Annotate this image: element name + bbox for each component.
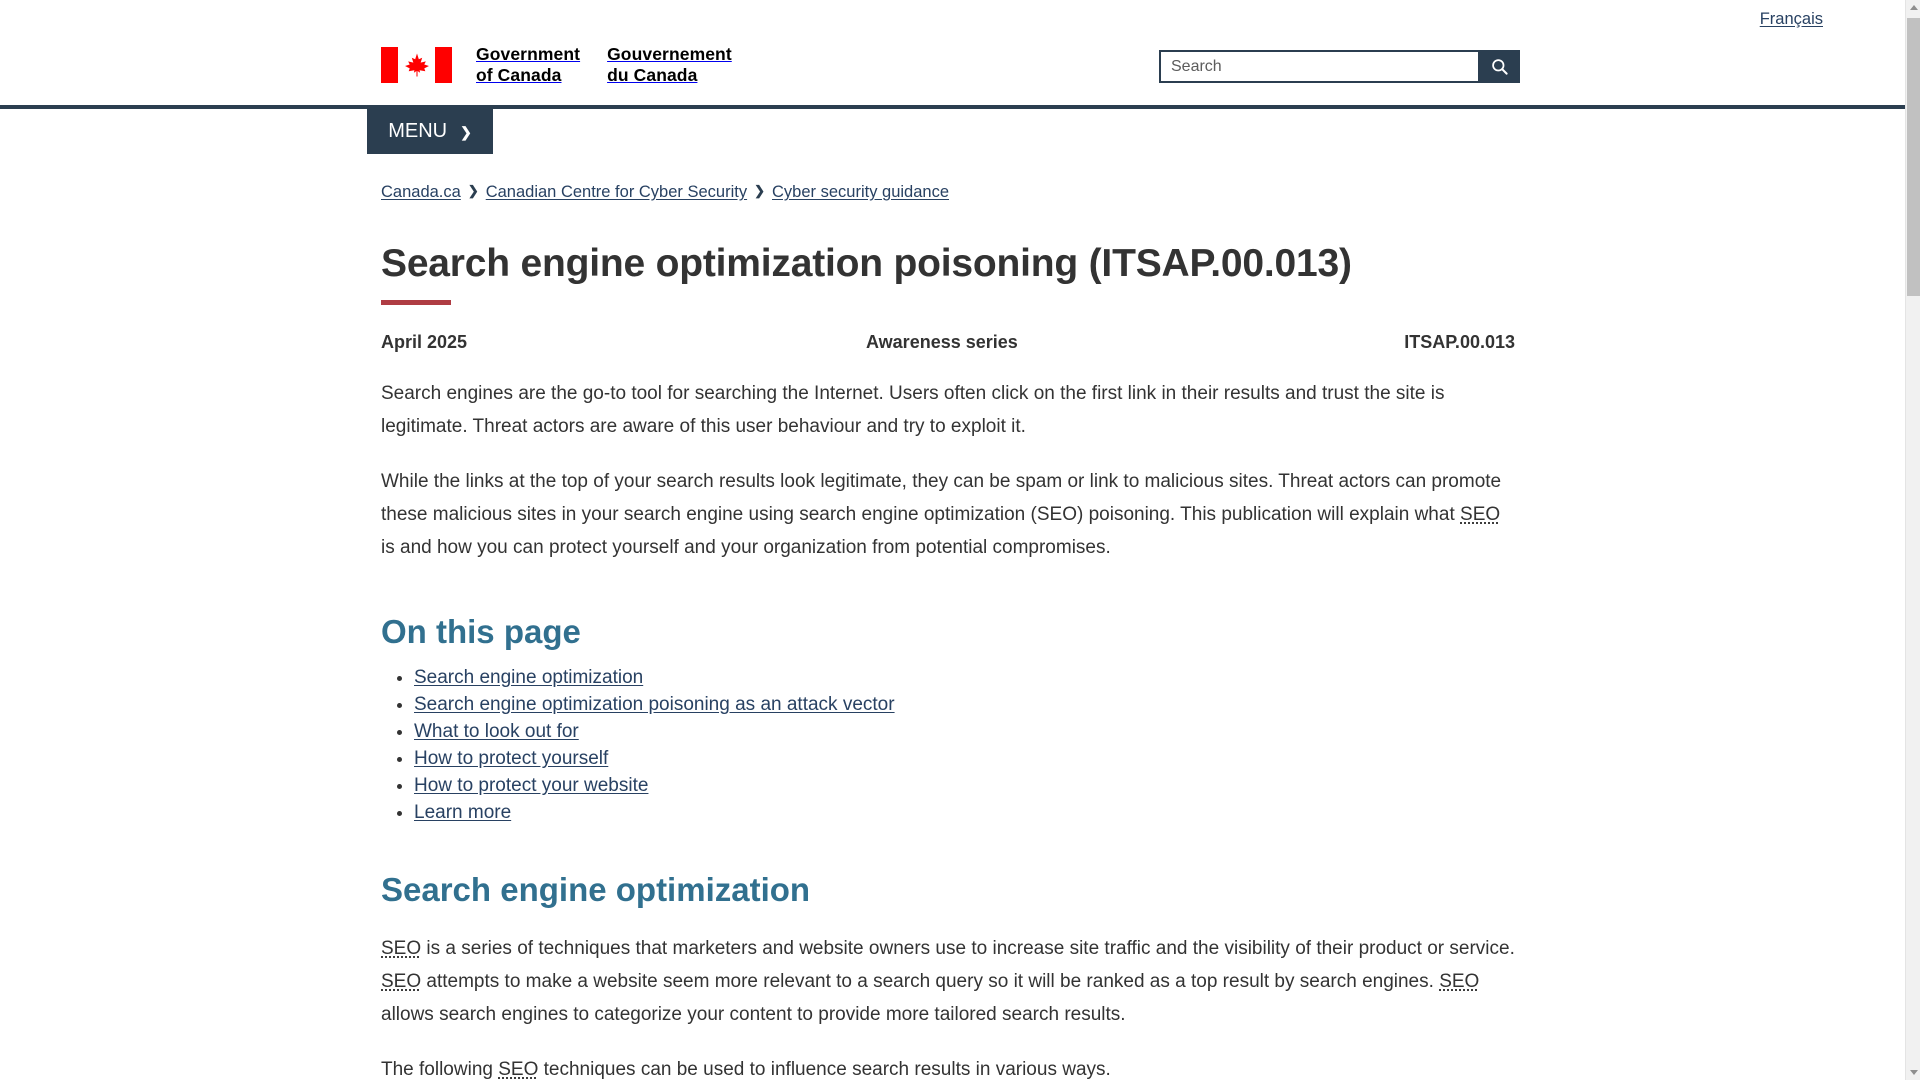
toc-link-seo-poisoning-attack-vector[interactable]: Search engine optimization poisoning as an attack vector xyxy=(414,694,895,715)
abbr-seo: SEO xyxy=(498,1059,539,1080)
metadata-date: April 2025 xyxy=(381,332,468,352)
metadata-doc-id: ITSAP.00.013 xyxy=(1404,332,1515,352)
intro-paragraph-2 xyxy=(381,465,1515,564)
language-toggle-link[interactable]: Français xyxy=(1759,10,1823,28)
section-seo-text-b: attempts to make a website seem more relevant to a search query so it will be ranked as a top result by search engines. xyxy=(421,971,1440,992)
section-heading-search-engine-optimization: Search engine optimization xyxy=(381,871,811,908)
intro-paragraph-1: Search engines are the go-to tool for searching the Internet. Users often click on the first link in their results and trust the site is legitimate. Threat actors are aware of this user behaviour and try to exploit it. xyxy=(381,383,1445,437)
following-text-a: The following xyxy=(381,1059,499,1080)
menu-button[interactable] xyxy=(367,109,493,154)
abbr-seo: SEO xyxy=(381,938,422,959)
breadcrumb-item-cyber-centre[interactable]: Canadian Centre for Cyber Security xyxy=(485,183,748,201)
on-this-page-list xyxy=(381,664,1515,826)
abbr-seo: SEO xyxy=(381,971,422,992)
scrollbar-thumb[interactable] xyxy=(1907,18,1920,296)
section-seo-paragraph-1 xyxy=(381,932,1515,1031)
toc-link-what-to-look-out-for[interactable]: What to look out for xyxy=(414,721,579,742)
breadcrumb-item-cyber-security-guidance[interactable]: Cyber security guidance xyxy=(772,183,950,201)
toc-link-learn-more[interactable]: Learn more xyxy=(414,802,512,823)
wordmark-en-line2: of Canada xyxy=(476,65,562,85)
on-this-page-heading: On this page xyxy=(381,613,581,650)
brand-row xyxy=(0,34,1905,94)
main-content xyxy=(381,240,1515,1080)
metadata-series: Awareness series xyxy=(866,332,1018,352)
search-icon xyxy=(1490,57,1509,76)
toc-link-search-engine-optimization[interactable]: Search engine optimization xyxy=(414,667,644,688)
breadcrumb-separator-icon: ❯ xyxy=(467,183,479,198)
section-seo-paragraph-2 xyxy=(381,1053,1515,1080)
page-title: Search engine optimization poisoning (ITSAP.00.013) xyxy=(381,242,1352,285)
goc-wordmark xyxy=(476,44,732,86)
breadcrumb-item-canada-ca[interactable]: Canada.ca xyxy=(381,183,461,201)
toc-link-how-to-protect-your-website[interactable]: How to protect your website xyxy=(414,775,649,796)
abbr-seo: SEO xyxy=(1460,504,1501,525)
page-scrollbar[interactable] xyxy=(1905,0,1920,1080)
wordmark-en-line1: Government xyxy=(476,44,581,64)
site-menu-bar xyxy=(0,109,1905,154)
canada-flag-icon xyxy=(381,47,452,83)
scrollbar-up-arrow-icon[interactable] xyxy=(1906,0,1920,15)
site-search xyxy=(1159,50,1520,83)
toc-link-how-to-protect-yourself[interactable]: How to protect yourself xyxy=(414,748,609,769)
chevron-down-icon: ❯ xyxy=(460,123,472,140)
wordmark-fr-line2: du Canada xyxy=(607,65,698,85)
list-item xyxy=(414,745,1515,772)
search-button[interactable] xyxy=(1478,50,1520,83)
search-input[interactable] xyxy=(1159,50,1478,83)
section-seo-text-c: allows search engines to categorize your content to provide more tailored search results. xyxy=(381,1004,1126,1025)
breadcrumb-separator-icon: ❯ xyxy=(754,183,765,198)
goc-signature-link[interactable] xyxy=(381,44,732,86)
list-item xyxy=(414,799,1515,826)
list-item xyxy=(414,772,1515,799)
intro-p2-text-b: is and how you can protect yourself and your organization from potential compromises. xyxy=(381,537,1111,558)
menu-button-label: MENU xyxy=(388,120,448,142)
breadcrumb xyxy=(381,182,949,202)
global-header xyxy=(0,0,1905,108)
title-accent-rule xyxy=(381,300,451,305)
section-seo-text-a: is a series of techniques that marketers and website owners use to increase site traffic and the visibility of their product or service. xyxy=(421,938,1515,959)
wordmark-fr-line1: Gouvernement xyxy=(607,44,732,64)
abbr-seo: SEO xyxy=(1439,971,1480,992)
list-item xyxy=(414,691,1515,718)
intro-p2-text-a: While the links at the top of your search results look legitimate, they can be spam or link to malicious sites. Threat actors can promote these malicious sites in your search engine using search engine optimization (SEO) poisoning. This publication will explain what xyxy=(381,471,1502,525)
list-item xyxy=(414,664,1515,691)
language-toggle xyxy=(1760,9,1823,29)
scrollbar-down-arrow-icon[interactable] xyxy=(1906,1065,1920,1080)
following-text-b: techniques can be used to influence search results in various ways. xyxy=(538,1059,1111,1080)
document-metadata xyxy=(381,331,1515,353)
list-item xyxy=(414,718,1515,745)
